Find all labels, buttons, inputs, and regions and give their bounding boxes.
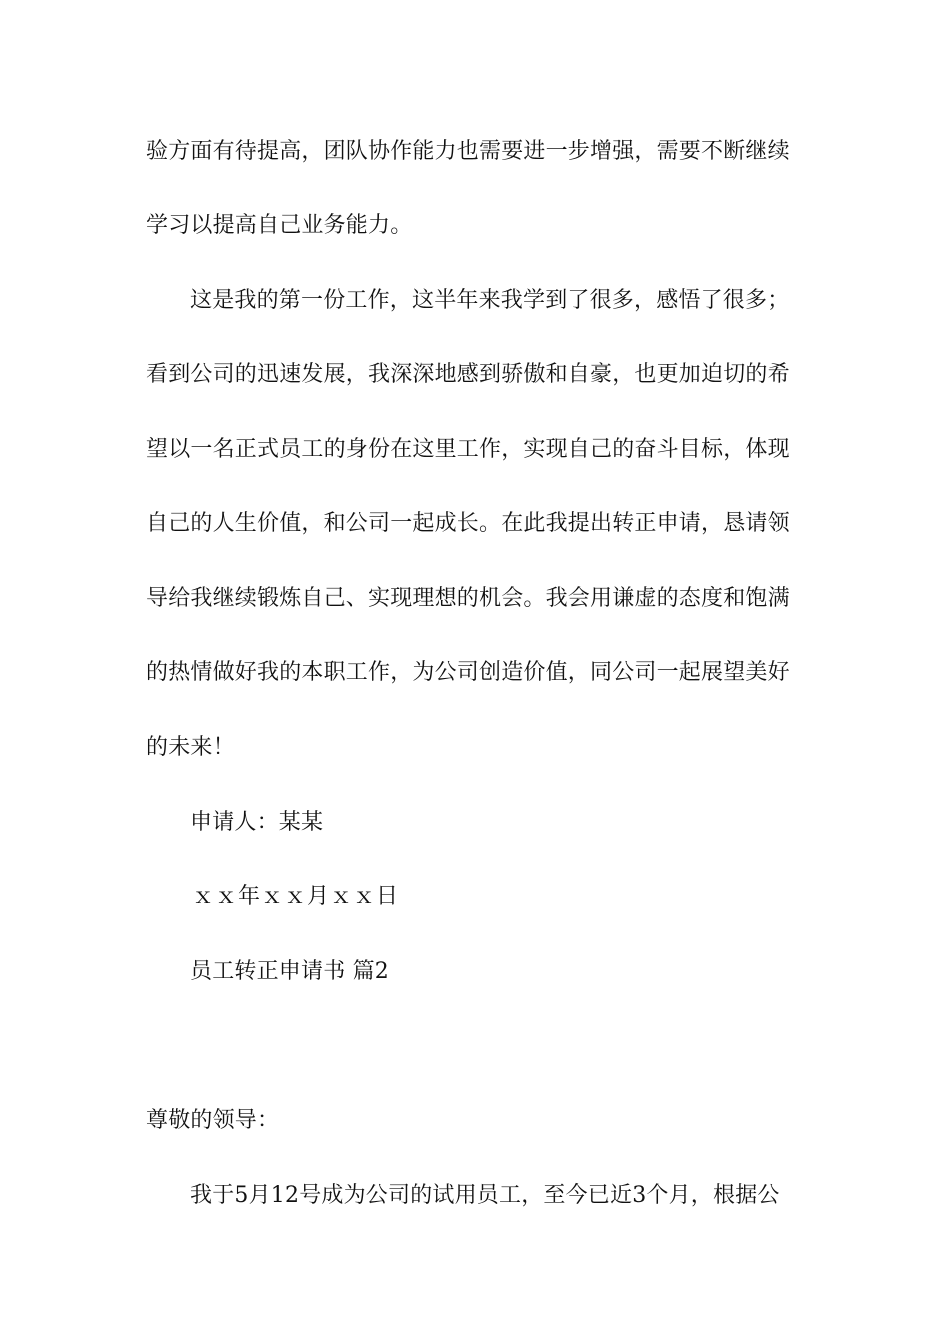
body-text-line: 自己的人生价值，和公司一起成长。在此我提出转正申请，恳请领 — [146, 511, 790, 536]
body-text-line: 的热情做好我的本职工作，为公司创造价值，同公司一起展望美好 — [146, 660, 790, 685]
signature-date: ｘｘ年ｘｘ月ｘｘ日 — [192, 884, 400, 909]
body-text-line: 望以一名正式员工的身份在这里工作，实现自己的奋斗目标，体现 — [146, 437, 790, 462]
section-title: 员工转正申请书 篇2 — [190, 959, 389, 984]
salutation: 尊敬的领导： — [146, 1108, 280, 1133]
body-text-line: 看到公司的迅速发展，我深深地感到骄傲和自豪，也更加迫切的希 — [146, 362, 790, 387]
body-text-line: 导给我继续锻炼自己、实现理想的机会。我会用谦虚的态度和饱满 — [146, 586, 790, 611]
body-text-line: 学习以提高自己业务能力。 — [146, 213, 413, 238]
body-text-line: 我于5月12号成为公司的试用员工，至今已近3个月，根据公 — [190, 1183, 780, 1208]
body-text-line: 验方面有待提高，团队协作能力也需要进一步增强，需要不断继续 — [146, 139, 790, 164]
applicant-signature: 申请人：某某 — [190, 810, 324, 835]
body-text-line: 这是我的第一份工作，这半年来我学到了很多，感悟了很多； — [190, 288, 790, 313]
body-text-line: 的未来！ — [146, 735, 235, 760]
